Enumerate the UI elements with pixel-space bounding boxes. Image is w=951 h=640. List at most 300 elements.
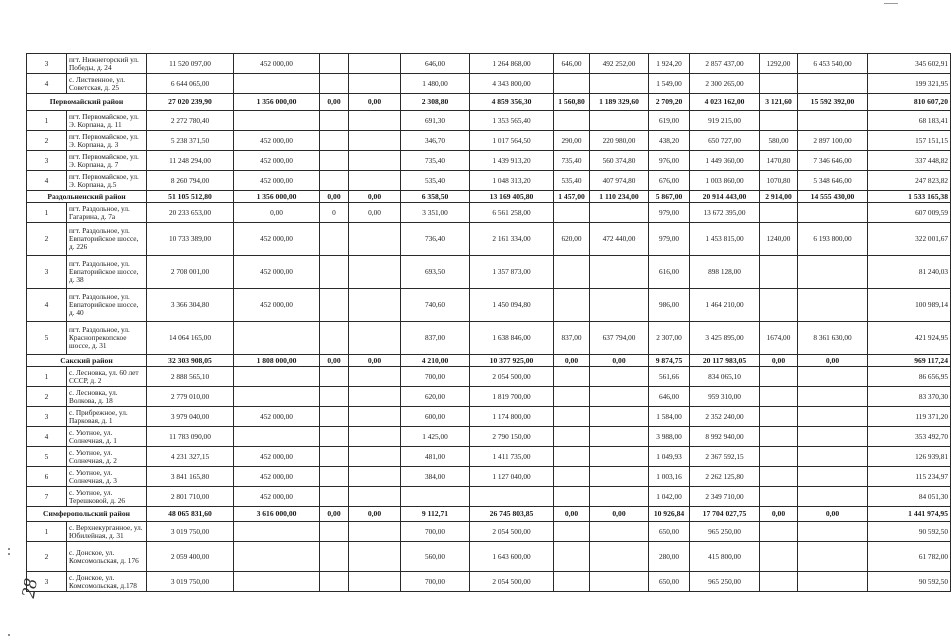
- table-cell: [798, 111, 868, 131]
- scan-speck: [8, 634, 10, 636]
- table-cell: [320, 542, 349, 572]
- table-cell: 969 117,24: [868, 355, 951, 367]
- table-cell: [760, 256, 798, 289]
- address-cell: с. Донское, ул. Комсомольская, д. 176: [67, 542, 147, 572]
- row-number: 5: [27, 322, 67, 355]
- table-cell: 693,50: [401, 256, 470, 289]
- table-cell: 0,00: [349, 191, 401, 203]
- table-cell: 700,00: [401, 522, 470, 542]
- table-cell: [760, 542, 798, 572]
- table-cell: 421 924,95: [868, 322, 951, 355]
- table-cell: [554, 522, 590, 542]
- row-number: 1: [27, 522, 67, 542]
- table-cell: 5 348 646,00: [798, 171, 868, 191]
- table-cell: 4 023 162,00: [690, 94, 760, 111]
- table-cell: 1 127 040,00: [470, 467, 554, 487]
- table-cell: 535,40: [401, 171, 470, 191]
- table-cell: 4 343 800,00: [470, 74, 554, 94]
- table-cell: [349, 256, 401, 289]
- table-row: [27, 467, 951, 487]
- table-cell: [760, 427, 798, 447]
- table-row: [27, 572, 951, 592]
- table-cell: 1 110 234,00: [590, 191, 649, 203]
- table-cell: [760, 487, 798, 507]
- table-cell: 115 234,97: [868, 467, 951, 487]
- table-cell: [349, 289, 401, 322]
- table-cell: 452 000,00: [234, 151, 320, 171]
- table-cell: [401, 487, 470, 507]
- table-cell: 452 000,00: [234, 487, 320, 507]
- address-cell: пгт. Раздольное, ул. Евпаторийское шоссе, д. 38: [67, 256, 147, 289]
- table-cell: 83 370,30: [868, 387, 951, 407]
- table-cell: 1 480,00: [401, 74, 470, 94]
- table-cell: 100 989,14: [868, 289, 951, 322]
- table-cell: [234, 522, 320, 542]
- table-cell: 10 377 925,00: [470, 355, 554, 367]
- table-cell: 1 643 600,00: [470, 542, 554, 572]
- table-cell: 2 349 710,00: [690, 487, 760, 507]
- table-cell: 2 897 100,00: [798, 131, 868, 151]
- row-number: 2: [27, 387, 67, 407]
- table-cell: 2 801 710,00: [147, 487, 234, 507]
- table-cell: [798, 572, 868, 592]
- table-cell: 6 561 258,00: [470, 203, 554, 223]
- table-cell: 560,00: [401, 542, 470, 572]
- table-cell: 2 708 001,00: [147, 256, 234, 289]
- table-cell: 1 003 860,00: [690, 171, 760, 191]
- table-cell: 986,00: [649, 289, 690, 322]
- table-cell: [590, 367, 649, 387]
- table-cell: 345 602,91: [868, 54, 951, 74]
- table-cell: [590, 542, 649, 572]
- address-cell: с. Уютное, ул. Солнечная, д. 3: [67, 467, 147, 487]
- table-cell: 11 783 090,00: [147, 427, 234, 447]
- table-cell: [320, 407, 349, 427]
- row-number: 2: [27, 131, 67, 151]
- table-cell: [349, 111, 401, 131]
- table-cell: [590, 111, 649, 131]
- table-cell: 2 307,00: [649, 322, 690, 355]
- table-cell: [349, 542, 401, 572]
- table-row: [27, 387, 951, 407]
- table-row: [27, 427, 951, 447]
- table-cell: [349, 407, 401, 427]
- table-row: [27, 111, 951, 131]
- table-cell: [320, 111, 349, 131]
- table-cell: 3 616 000,00: [234, 507, 320, 522]
- table-cell: 290,00: [554, 131, 590, 151]
- district-total-row: [27, 94, 951, 111]
- table-cell: 1 048 313,20: [470, 171, 554, 191]
- table-cell: [470, 487, 554, 507]
- table-cell: 8 361 630,00: [798, 322, 868, 355]
- table-cell: [349, 171, 401, 191]
- table-cell: [590, 387, 649, 407]
- table-row: [27, 542, 951, 572]
- table-cell: [554, 74, 590, 94]
- table-cell: [320, 289, 349, 322]
- table-row: [27, 74, 951, 94]
- table-cell: 10 733 389,00: [147, 223, 234, 256]
- table-cell: 1 453 815,00: [690, 223, 760, 256]
- table-cell: 1 264 868,00: [470, 54, 554, 74]
- table-cell: 0,00: [320, 507, 349, 522]
- table-cell: 14 064 165,00: [147, 322, 234, 355]
- row-number: 3: [27, 407, 67, 427]
- table-cell: 580,00: [760, 131, 798, 151]
- table-cell: 616,00: [649, 256, 690, 289]
- table-cell: [760, 387, 798, 407]
- table-cell: 1070,80: [760, 171, 798, 191]
- table-cell: 560 374,80: [590, 151, 649, 171]
- budget-table: [26, 53, 951, 592]
- table-cell: [320, 447, 349, 467]
- table-cell: 2 161 334,00: [470, 223, 554, 256]
- row-number: 4: [27, 74, 67, 94]
- handwritten-page-number: 28: [18, 577, 42, 600]
- table-cell: [798, 289, 868, 322]
- table-cell: 1 189 329,60: [590, 94, 649, 111]
- table-cell: 1 638 846,00: [470, 322, 554, 355]
- table-cell: 346,70: [401, 131, 470, 151]
- table-cell: 84 051,30: [868, 487, 951, 507]
- table-cell: 247 823,82: [868, 171, 951, 191]
- table-cell: [798, 447, 868, 467]
- table-cell: 646,00: [554, 54, 590, 74]
- row-number: 3: [27, 256, 67, 289]
- row-number: 4: [27, 427, 67, 447]
- table-cell: 9 874,75: [649, 355, 690, 367]
- table-cell: 6 644 065,00: [147, 74, 234, 94]
- table-cell: 119 371,20: [868, 407, 951, 427]
- table-cell: [349, 467, 401, 487]
- table-cell: [320, 131, 349, 151]
- table-cell: [349, 427, 401, 447]
- table-cell: 1 808 000,00: [234, 355, 320, 367]
- table-cell: 1 049,93: [649, 447, 690, 467]
- table-cell: [590, 487, 649, 507]
- table-cell: [349, 151, 401, 171]
- table-cell: 2 779 010,00: [147, 387, 234, 407]
- table-cell: [349, 367, 401, 387]
- table-cell: 0,00: [349, 355, 401, 367]
- address-cell: пгт. Первомайское, ул. Э. Корпана, д.5: [67, 171, 147, 191]
- row-number: 2: [27, 223, 67, 256]
- table-cell: 1 819 700,00: [470, 387, 554, 407]
- table-cell: 68 183,41: [868, 111, 951, 131]
- table-cell: 11 520 097,00: [147, 54, 234, 74]
- table-cell: 2 262 125,80: [690, 467, 760, 487]
- table-cell: [320, 223, 349, 256]
- district-total-row: [27, 355, 951, 367]
- table-cell: [760, 111, 798, 131]
- table-cell: 13 169 405,80: [470, 191, 554, 203]
- address-cell: пгт. Нижнегорский ул. Победы, д. 24: [67, 54, 147, 74]
- table-cell: [760, 74, 798, 94]
- table-cell: 15 592 392,00: [798, 94, 868, 111]
- table-cell: 976,00: [649, 151, 690, 171]
- table-row: [27, 151, 951, 171]
- table-cell: [554, 407, 590, 427]
- table-cell: 700,00: [401, 367, 470, 387]
- district-total-row: [27, 507, 951, 522]
- table-cell: 8 992 940,00: [690, 427, 760, 447]
- table-cell: [234, 322, 320, 355]
- address-cell: с. Уютное, ул. Терешковой, д. 26: [67, 487, 147, 507]
- table-cell: 4 231 327,15: [147, 447, 234, 467]
- table-cell: [320, 171, 349, 191]
- table-cell: 20 117 983,05: [690, 355, 760, 367]
- table-cell: 322 001,67: [868, 223, 951, 256]
- table-cell: [349, 131, 401, 151]
- table-cell: [320, 522, 349, 542]
- table-cell: [320, 322, 349, 355]
- district-name: Симферопольский район: [27, 507, 147, 522]
- table-cell: 90 592,50: [868, 522, 951, 542]
- table-cell: 700,00: [401, 572, 470, 592]
- district-name: Раздольненский район: [27, 191, 147, 203]
- table-cell: [349, 447, 401, 467]
- table-cell: 1 560,80: [554, 94, 590, 111]
- address-cell: с. Лиственное, ул. Советская, д. 25: [67, 74, 147, 94]
- row-number: 1: [27, 111, 67, 131]
- table-cell: 650,00: [649, 522, 690, 542]
- table-cell: [760, 522, 798, 542]
- table-cell: 7 346 646,00: [798, 151, 868, 171]
- row-number: 1: [27, 367, 67, 387]
- table-cell: [349, 522, 401, 542]
- table-cell: 600,00: [401, 407, 470, 427]
- table-cell: [798, 427, 868, 447]
- table-cell: 452 000,00: [234, 256, 320, 289]
- table-cell: [234, 542, 320, 572]
- table-row: [27, 203, 951, 223]
- table-cell: [798, 487, 868, 507]
- table-cell: 0,00: [320, 355, 349, 367]
- table-cell: 2 914,00: [760, 191, 798, 203]
- table-cell: 10 926,84: [649, 507, 690, 522]
- table-cell: 919 215,00: [690, 111, 760, 131]
- table-cell: 492 252,00: [590, 54, 649, 74]
- address-cell: с. Прибрежное, ул. Парковая, д. 1: [67, 407, 147, 427]
- table-cell: 959 310,00: [690, 387, 760, 407]
- table-cell: [798, 74, 868, 94]
- table-cell: 438,20: [649, 131, 690, 151]
- table-cell: 20 233 653,00: [147, 203, 234, 223]
- table-cell: [349, 74, 401, 94]
- table-cell: [590, 572, 649, 592]
- table-cell: [320, 54, 349, 74]
- table-cell: 979,00: [649, 203, 690, 223]
- table-cell: 0,00: [590, 507, 649, 522]
- row-number: 3: [27, 54, 67, 74]
- table-row: [27, 131, 951, 151]
- table-cell: 1 356 000,00: [234, 191, 320, 203]
- table-row: [27, 256, 951, 289]
- table-cell: 735,40: [554, 151, 590, 171]
- table-cell: 1 533 165,38: [868, 191, 951, 203]
- table-cell: 740,60: [401, 289, 470, 322]
- table-row: [27, 487, 951, 507]
- table-cell: [349, 487, 401, 507]
- row-number: 7: [27, 487, 67, 507]
- table-cell: 646,00: [649, 387, 690, 407]
- table-cell: 384,00: [401, 467, 470, 487]
- table-cell: 0,00: [320, 94, 349, 111]
- table-row: [27, 171, 951, 191]
- table-cell: [590, 74, 649, 94]
- table-cell: 3 425 895,00: [690, 322, 760, 355]
- table-cell: [798, 467, 868, 487]
- table-cell: [349, 223, 401, 256]
- address-cell: пгт. Раздольное, ул. Краснопрекопское шоссе, д. 31: [67, 322, 147, 355]
- table-cell: 0,00: [320, 191, 349, 203]
- table-cell: 1 457,00: [554, 191, 590, 203]
- table-cell: 48 065 831,60: [147, 507, 234, 522]
- row-number: 4: [27, 171, 67, 191]
- table-cell: 86 656,95: [868, 367, 951, 387]
- table-cell: 17 704 027,75: [690, 507, 760, 522]
- table-cell: [554, 487, 590, 507]
- table-cell: [590, 447, 649, 467]
- table-cell: 51 105 512,80: [147, 191, 234, 203]
- table-cell: 650 727,00: [690, 131, 760, 151]
- table-cell: 0,00: [760, 507, 798, 522]
- table-cell: [760, 407, 798, 427]
- table-cell: 3 351,00: [401, 203, 470, 223]
- table-cell: 0,00: [798, 355, 868, 367]
- table-cell: [760, 447, 798, 467]
- table-cell: [554, 256, 590, 289]
- table-cell: [320, 487, 349, 507]
- table-cell: 2 059 400,00: [147, 542, 234, 572]
- table-cell: 1 003,16: [649, 467, 690, 487]
- table-cell: 157 151,15: [868, 131, 951, 151]
- address-cell: пгт. Первомайское, ул. Э. Корпана, д. 7: [67, 151, 147, 171]
- address-cell: пгт. Первомайское, ул. Э. Корпана, д. 3: [67, 131, 147, 151]
- table-cell: 452 000,00: [234, 289, 320, 322]
- table-cell: 2 054 500,00: [470, 367, 554, 387]
- table-cell: [320, 74, 349, 94]
- table-cell: [798, 203, 868, 223]
- table-cell: 810 607,20: [868, 94, 951, 111]
- scan-speck: [8, 548, 10, 550]
- table-cell: 415 800,00: [690, 542, 760, 572]
- table-cell: 1 450 094,80: [470, 289, 554, 322]
- table-cell: 20 914 443,00: [690, 191, 760, 203]
- table-cell: 6 358,50: [401, 191, 470, 203]
- table-cell: 3 019 750,00: [147, 572, 234, 592]
- table-cell: 61 782,00: [868, 542, 951, 572]
- table-cell: [590, 522, 649, 542]
- table-cell: [320, 427, 349, 447]
- table-cell: 1240,00: [760, 223, 798, 256]
- table-cell: 26 745 803,85: [470, 507, 554, 522]
- table-cell: 199 321,95: [868, 74, 951, 94]
- table-cell: 1 042,00: [649, 487, 690, 507]
- table-row: [27, 223, 951, 256]
- district-name: Первомайский район: [27, 94, 147, 111]
- table-cell: 637 794,00: [590, 322, 649, 355]
- table-row: [27, 322, 951, 355]
- table-cell: [554, 467, 590, 487]
- table-cell: [234, 111, 320, 131]
- table-cell: 8 260 794,00: [147, 171, 234, 191]
- table-cell: 2 054 500,00: [470, 522, 554, 542]
- table-cell: 452 000,00: [234, 407, 320, 427]
- table-cell: 3 019 750,00: [147, 522, 234, 542]
- table-cell: 691,30: [401, 111, 470, 131]
- table-cell: 6 453 540,00: [798, 54, 868, 74]
- row-number: 1: [27, 203, 67, 223]
- table-cell: 2 300 265,00: [690, 74, 760, 94]
- table-cell: 472 440,00: [590, 223, 649, 256]
- table-cell: [798, 407, 868, 427]
- table-cell: 0,00: [349, 203, 401, 223]
- table-cell: [798, 367, 868, 387]
- table-cell: 3 841 165,80: [147, 467, 234, 487]
- table-cell: 90 592,50: [868, 572, 951, 592]
- table-cell: 0,00: [554, 507, 590, 522]
- table-cell: 650,00: [649, 572, 690, 592]
- table-cell: [590, 427, 649, 447]
- table-cell: [798, 542, 868, 572]
- table-cell: 1 549,00: [649, 74, 690, 94]
- table-row: [27, 447, 951, 467]
- table-cell: [234, 572, 320, 592]
- table-cell: 2 790 150,00: [470, 427, 554, 447]
- table-cell: [349, 572, 401, 592]
- table-cell: 1 441 974,95: [868, 507, 951, 522]
- table-cell: [760, 467, 798, 487]
- table-cell: [590, 289, 649, 322]
- table-cell: 2 308,80: [401, 94, 470, 111]
- table-cell: 2 054 500,00: [470, 572, 554, 592]
- table-cell: [554, 542, 590, 572]
- table-cell: 837,00: [554, 322, 590, 355]
- table-cell: 2 272 780,40: [147, 111, 234, 131]
- table-cell: 1 356 000,00: [234, 94, 320, 111]
- table-cell: [590, 256, 649, 289]
- table-cell: [760, 289, 798, 322]
- table-cell: [320, 467, 349, 487]
- table-cell: [798, 522, 868, 542]
- table-cell: 1470,80: [760, 151, 798, 171]
- table-cell: 3 979 040,00: [147, 407, 234, 427]
- table-cell: 81 240,03: [868, 256, 951, 289]
- address-cell: пгт. Первомайское, ул. Э. Корпана, д. 11: [67, 111, 147, 131]
- table-cell: 2 352 240,00: [690, 407, 760, 427]
- table-cell: 337 448,82: [868, 151, 951, 171]
- district-total-row: [27, 191, 951, 203]
- table-cell: 834 065,10: [690, 367, 760, 387]
- table-cell: 9 112,71: [401, 507, 470, 522]
- table-cell: 5 238 371,50: [147, 131, 234, 151]
- table-cell: 1674,00: [760, 322, 798, 355]
- table-cell: [554, 289, 590, 322]
- table-cell: 6 193 800,00: [798, 223, 868, 256]
- row-number: 2: [27, 542, 67, 572]
- table-cell: 32 303 908,05: [147, 355, 234, 367]
- table-cell: 0,00: [590, 355, 649, 367]
- table-cell: 126 939,81: [868, 447, 951, 467]
- table-cell: 1 411 735,00: [470, 447, 554, 467]
- table-row: [27, 367, 951, 387]
- table-cell: 2 367 592,15: [690, 447, 760, 467]
- table-cell: 452 000,00: [234, 54, 320, 74]
- table-cell: [234, 367, 320, 387]
- table-cell: 452 000,00: [234, 447, 320, 467]
